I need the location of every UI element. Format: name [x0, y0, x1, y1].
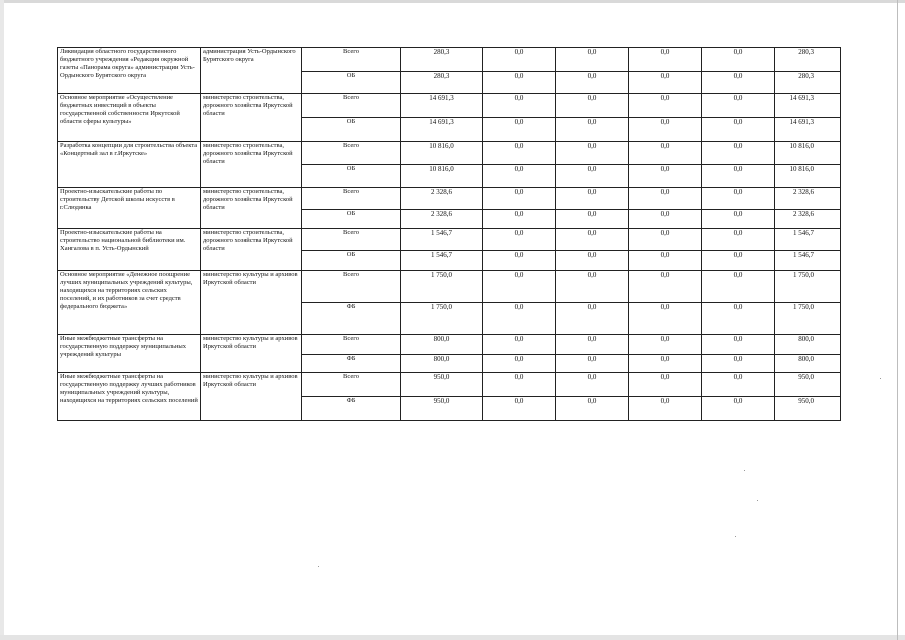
year-value-cell: 0,0 [629, 188, 702, 210]
funding-source-cell: ОБ [302, 251, 401, 271]
total-value-cell: 1 546,7 [775, 229, 841, 251]
year-value-cell: 0,0 [702, 48, 775, 72]
year-value-cell: 0,0 [702, 210, 775, 229]
year-value-cell: 280,3 [401, 48, 483, 72]
year-value-cell: 0,0 [483, 118, 556, 142]
year-value-cell: 0,0 [483, 335, 556, 355]
year-value-cell: 0,0 [556, 271, 629, 303]
year-value-cell: 0,0 [629, 355, 702, 373]
year-value-cell: 0,0 [702, 271, 775, 303]
year-value-cell: 0,0 [483, 72, 556, 94]
year-value-cell: 1 750,0 [401, 271, 483, 303]
year-value-cell: 800,0 [401, 335, 483, 355]
year-value-cell: 0,0 [702, 165, 775, 188]
year-value-cell: 10 816,0 [401, 165, 483, 188]
funding-source-cell: ОБ [302, 118, 401, 142]
total-value-cell: 950,0 [775, 373, 841, 397]
activity-name-cell: Ликвидация областного государственного бюджетного учреждения «Редакция окружной газеты «Панорама округа» администрации Усть-Ордынского Бурятского округа [58, 48, 201, 94]
table-row [58, 335, 841, 355]
table-row [58, 188, 841, 210]
executor-cell: министерство строительства, дорожного хозяйства Иркутской области [201, 229, 302, 271]
total-value-cell: 800,0 [775, 355, 841, 373]
year-value-cell: 0,0 [702, 72, 775, 94]
year-value-cell: 0,0 [483, 210, 556, 229]
year-value-cell: 14 691,3 [401, 118, 483, 142]
year-value-cell: 0,0 [629, 271, 702, 303]
year-value-cell: 0,0 [702, 355, 775, 373]
year-value-cell: 800,0 [401, 355, 483, 373]
funding-source-cell: ФБ [302, 397, 401, 421]
year-value-cell: 0,0 [629, 210, 702, 229]
executor-cell: министерство культуры и архивов Иркутской области [201, 335, 302, 373]
funding-source-cell: Всего [302, 142, 401, 165]
year-value-cell: 0,0 [702, 142, 775, 165]
total-value-cell: 10 816,0 [775, 142, 841, 165]
year-value-cell: 0,0 [556, 335, 629, 355]
year-value-cell: 0,0 [483, 142, 556, 165]
year-value-cell: 0,0 [629, 118, 702, 142]
year-value-cell: 0,0 [483, 373, 556, 397]
year-value-cell: 0,0 [629, 373, 702, 397]
year-value-cell: 0,0 [702, 94, 775, 118]
executor-cell: администрация Усть-Ордынского Бурятского округа [201, 48, 302, 94]
table-body [58, 48, 841, 421]
activity-name-cell: Проектно-изыскательские работы по строительству Детской школы искусств в г.Слюдянка [58, 188, 201, 229]
year-value-cell: 1 546,7 [401, 229, 483, 251]
year-value-cell: 0,0 [629, 251, 702, 271]
activity-name-cell: Проектно-изыскательские работы на строительство национальной библиотеки им. Хангалова в п. Усть-Ордынский [58, 229, 201, 271]
total-value-cell: 14 691,3 [775, 118, 841, 142]
total-value-cell: 280,3 [775, 72, 841, 94]
year-value-cell: 0,0 [556, 72, 629, 94]
scan-speck [735, 536, 736, 537]
year-value-cell: 0,0 [556, 48, 629, 72]
year-value-cell: 0,0 [556, 373, 629, 397]
scan-edge-bottom [0, 635, 905, 640]
year-value-cell: 0,0 [629, 142, 702, 165]
year-value-cell: 1 750,0 [401, 303, 483, 335]
executor-cell: министерство культуры и архивов Иркутской области [201, 271, 302, 335]
table-row [58, 271, 841, 303]
total-value-cell: 1 750,0 [775, 303, 841, 335]
year-value-cell: 0,0 [556, 229, 629, 251]
year-value-cell: 0,0 [629, 229, 702, 251]
year-value-cell: 0,0 [483, 355, 556, 373]
year-value-cell: 0,0 [702, 118, 775, 142]
year-value-cell: 0,0 [483, 48, 556, 72]
year-value-cell: 0,0 [629, 48, 702, 72]
table-row [58, 142, 841, 165]
scan-edge-left [0, 0, 4, 640]
total-value-cell: 800,0 [775, 335, 841, 355]
year-value-cell: 0,0 [702, 229, 775, 251]
total-value-cell: 14 691,3 [775, 94, 841, 118]
year-value-cell: 2 328,6 [401, 188, 483, 210]
table-row [58, 94, 841, 118]
table-row [58, 373, 841, 397]
year-value-cell: 0,0 [556, 303, 629, 335]
funding-source-cell: Всего [302, 188, 401, 210]
year-value-cell: 0,0 [556, 188, 629, 210]
year-value-cell: 0,0 [483, 188, 556, 210]
year-value-cell: 280,3 [401, 72, 483, 94]
year-value-cell: 2 328,6 [401, 210, 483, 229]
year-value-cell: 14 691,3 [401, 94, 483, 118]
budget-table [57, 47, 841, 421]
funding-source-cell: Всего [302, 271, 401, 303]
year-value-cell: 0,0 [629, 72, 702, 94]
total-value-cell: 2 328,6 [775, 188, 841, 210]
year-value-cell: 0,0 [556, 355, 629, 373]
funding-source-cell: ФБ [302, 303, 401, 335]
year-value-cell: 0,0 [483, 303, 556, 335]
year-value-cell: 0,0 [702, 251, 775, 271]
funding-source-cell: Всего [302, 335, 401, 355]
year-value-cell: 0,0 [556, 251, 629, 271]
year-value-cell: 0,0 [483, 397, 556, 421]
executor-cell: министерство строительства, дорожного хозяйства Иркутской области [201, 188, 302, 229]
year-value-cell: 0,0 [483, 94, 556, 118]
year-value-cell: 0,0 [483, 229, 556, 251]
year-value-cell: 0,0 [483, 251, 556, 271]
year-value-cell: 0,0 [556, 94, 629, 118]
year-value-cell: 0,0 [483, 165, 556, 188]
funding-source-cell: Всего [302, 373, 401, 397]
year-value-cell: 0,0 [702, 397, 775, 421]
scan-speck [757, 500, 758, 501]
scan-line-right [897, 0, 898, 640]
table-row [58, 229, 841, 251]
year-value-cell: 0,0 [702, 303, 775, 335]
funding-source-cell: Всего [302, 94, 401, 118]
activity-name-cell: Иные межбюджетные трансферты на государственную поддержку муниципальных учреждений культуры [58, 335, 201, 373]
total-value-cell: 2 328,6 [775, 210, 841, 229]
funding-source-cell: ОБ [302, 72, 401, 94]
total-value-cell: 1 750,0 [775, 271, 841, 303]
year-value-cell: 0,0 [629, 94, 702, 118]
year-value-cell: 0,0 [629, 397, 702, 421]
funding-source-cell: Всего [302, 229, 401, 251]
activity-name-cell: Иные межбюджетные трансферты на государственную поддержку лучших работников муниципальных учреждений культуры, находящихся на территориях сельских поселений [58, 373, 201, 421]
total-value-cell: 1 546,7 [775, 251, 841, 271]
year-value-cell: 0,0 [629, 165, 702, 188]
executor-cell: министерство строительства, дорожного хозяйства Иркутской области [201, 142, 302, 188]
funding-source-cell: ОБ [302, 165, 401, 188]
year-value-cell: 0,0 [556, 142, 629, 165]
executor-cell: министерство культуры и архивов Иркутской области [201, 373, 302, 421]
funding-source-cell: ФБ [302, 355, 401, 373]
year-value-cell: 0,0 [556, 397, 629, 421]
year-value-cell: 0,0 [702, 373, 775, 397]
total-value-cell: 950,0 [775, 397, 841, 421]
table-row [58, 48, 841, 72]
year-value-cell: 0,0 [483, 271, 556, 303]
scan-speck [744, 470, 745, 471]
year-value-cell: 0,0 [702, 335, 775, 355]
year-value-cell: 0,0 [629, 335, 702, 355]
funding-source-cell: ОБ [302, 210, 401, 229]
year-value-cell: 10 816,0 [401, 142, 483, 165]
activity-name-cell: Разработка концепции для строительства объекта «Концертный зал в г.Иркутске» [58, 142, 201, 188]
activity-name-cell: Основное мероприятие «Осуществление бюджетных инвестиций в объекты государственной собственности Иркутской области сферы культуры» [58, 94, 201, 142]
scan-speck [880, 378, 881, 379]
funding-source-cell: Всего [302, 48, 401, 72]
year-value-cell: 0,0 [556, 118, 629, 142]
year-value-cell: 0,0 [702, 188, 775, 210]
year-value-cell: 0,0 [556, 165, 629, 188]
year-value-cell: 950,0 [401, 397, 483, 421]
activity-name-cell: Основное мероприятие «Денежное поощрение лучших муниципальных учреждений культуры, находящихся на территориях сельских поселений, и их работников за счет средств федерального бюджета» [58, 271, 201, 335]
year-value-cell: 0,0 [629, 303, 702, 335]
scan-speck [318, 566, 319, 567]
year-value-cell: 1 546,7 [401, 251, 483, 271]
scan-edge-top [0, 0, 905, 3]
year-value-cell: 0,0 [556, 210, 629, 229]
total-value-cell: 10 816,0 [775, 165, 841, 188]
executor-cell: министерство строительства, дорожного хозяйства Иркутской области [201, 94, 302, 142]
total-value-cell: 280,3 [775, 48, 841, 72]
year-value-cell: 950,0 [401, 373, 483, 397]
